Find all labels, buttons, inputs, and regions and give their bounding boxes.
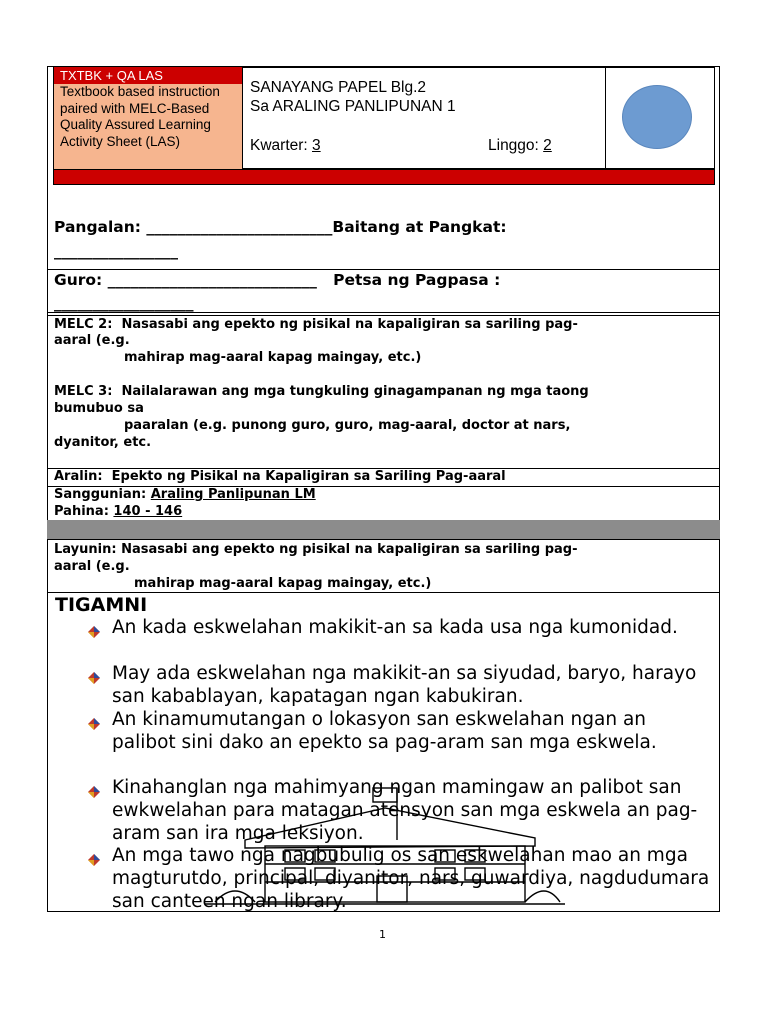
kwarter	[250, 137, 321, 155]
bullet-icon	[87, 624, 101, 638]
divider	[47, 539, 720, 540]
pangalan-field-continued: ________________	[54, 242, 178, 260]
tigamni-bullet-3: An kinamumutangan o lokasyon san eskwelahan ngan an palibot sini dako an epekto sa pag-aram san mga eskwela.	[112, 709, 657, 753]
worksheet-subject: Sa ARALING PANLIPUNAN 1	[250, 98, 456, 115]
divider	[47, 312, 720, 313]
gray-separator-band	[47, 520, 720, 539]
tigamni-bullet-5: An mga tawo nga nagbubulig os san eskwelahan mao an mga magturutdo, principal, diyanitor, nars, guwardiya, nagdudumara san canteen ngan library.	[112, 845, 710, 912]
melc3-text: paaralan (e.g. punong guro, guro, mag-aaral, doctor at nars,	[124, 418, 571, 433]
linggo-value: 2	[543, 137, 552, 154]
melc2-text: MELC 2: Nasasabi ang epekto ng pisikal na kapaligiran sa sariling pag-	[54, 317, 578, 332]
guro-field-continued: __________________	[54, 294, 194, 312]
header-divider-left	[242, 67, 243, 169]
pahina	[54, 503, 182, 520]
aralin-text: Aralin: Epekto ng Pisikal na Kapaligiran sa Sariling Pag-aaral	[54, 469, 506, 484]
kwarter-value: 3	[312, 137, 321, 154]
layunin-text: Layunin: Nasasabi ang epekto ng pisikal na kapaligiran sa sariling pag-	[54, 542, 578, 557]
pangalan-field: Pangalan: ________________________Baitang at Pangkat:	[54, 218, 507, 236]
guro-field: Guro: ___________________________ Petsa ng Pagpasa :	[54, 271, 501, 289]
layunin-text: aaral (e.g.	[54, 559, 130, 574]
program-description: Textbook based instruction paired with MELC-Based Quality Assured Learning Activity Sheet (LAS)	[54, 84, 242, 169]
bullet-icon	[87, 670, 101, 684]
linggo	[488, 137, 552, 155]
melc3-text: dyanitor, etc.	[54, 435, 152, 450]
bullet-icon	[87, 716, 101, 730]
program-tag: TXTBK + QA LAS	[54, 67, 242, 84]
bullet-icon	[87, 852, 101, 866]
tigamni-bullet-2: May ada eskwelahan nga makikit-an sa siyudad, baryo, harayo san kabablayan, kapatagan ngan kabukiran.	[112, 663, 697, 707]
worksheet-title: SANAYANG PAPEL Blg.2	[250, 79, 427, 96]
header-divider-right	[605, 67, 606, 169]
tigamni-heading: TIGAMNI	[55, 594, 148, 616]
logo-circle	[622, 85, 692, 149]
melc2-text: mahirap mag-aaral kapag maingay, etc.)	[124, 350, 422, 365]
melc3-text: bumubuo sa	[54, 401, 144, 416]
pahina-label: Pahina:	[54, 504, 114, 519]
layunin-text: mahirap mag-aaral kapag maingay, etc.)	[134, 576, 432, 591]
page-number: 1	[379, 928, 386, 941]
melc3-text: MELC 3: Nailalarawan ang mga tungkuling ginagampanan ng mga taong	[54, 384, 589, 399]
linggo-label: Linggo:	[488, 137, 544, 154]
kwarter-label: Kwarter:	[250, 137, 313, 154]
tigamni-bullet-1: An kada eskwelahan makikit-an sa kada usa nga kumonidad.	[112, 617, 678, 638]
pahina-value: 140 - 146	[113, 504, 183, 519]
tigamni-bullet-4: Kinahanglan nga mahimyang ngan mamingaw an palibot san ewkwelahan para matagan atensyon san mga eskwela an pag-aram san ira mga leksiyon.	[112, 777, 698, 844]
header-red-band	[53, 169, 715, 185]
sanggunian-label: Sanggunian:	[54, 487, 151, 502]
bullet-icon	[87, 784, 101, 798]
divider	[47, 592, 720, 593]
divider	[47, 269, 720, 270]
melc2-text: aaral (e.g.	[54, 333, 130, 348]
sanggunian	[54, 486, 316, 503]
sanggunian-value: Araling Panlipunan LM	[150, 487, 316, 502]
